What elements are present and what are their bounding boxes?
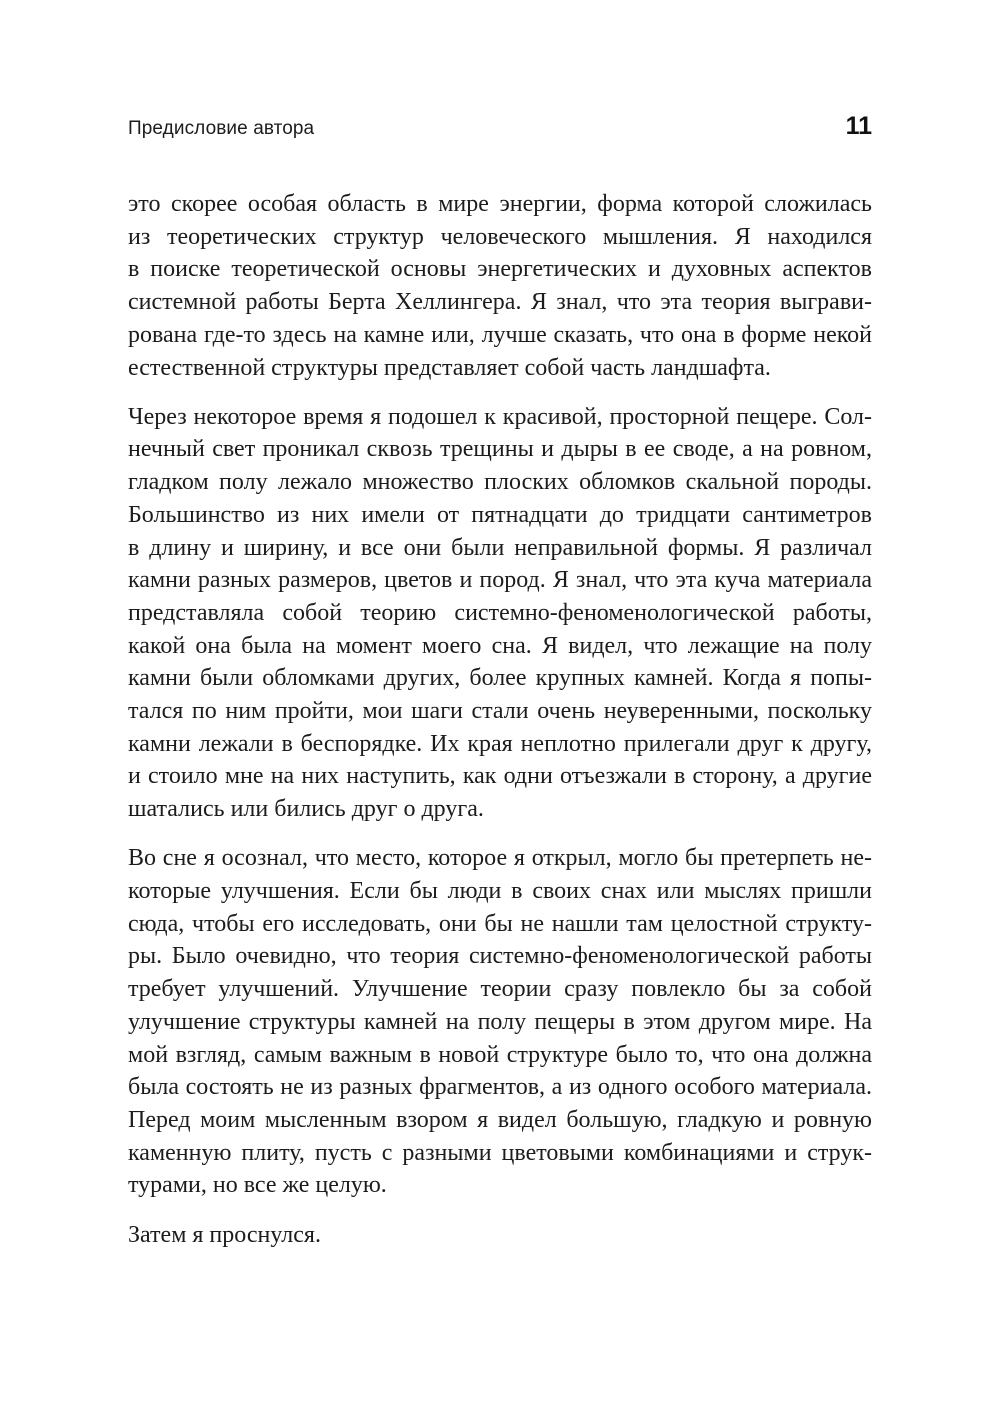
text-line: ры. Было очевидно, что теория системно-феноменологической работы: [128, 943, 872, 970]
text-line: улучшение структуры камней на полу пещеры в этом другом мире. На: [128, 1008, 872, 1035]
text-line: требует улучшений. Улучшение теории сразу повлекло бы за собой: [128, 976, 872, 1003]
text-line: каменную плиту, пусть с разными цветовыми комбинациями и струк-: [128, 1139, 872, 1166]
page-number: 11: [845, 112, 872, 140]
text-line: тался по ним пройти, мои шаги стали очень неуверенными, поскольку: [128, 698, 872, 725]
text-line: камни разных размеров, цветов и пород. Я знал, что эта куча материала: [128, 567, 872, 594]
paragraph: [128, 188, 872, 384]
text-line: Затем я проснулся.: [128, 1221, 321, 1248]
text-line: в поиске теоретической основы энергетических и духовных аспектов: [128, 256, 872, 283]
body-text: [128, 188, 872, 1251]
text-line: турами, но все же целую.: [128, 1172, 387, 1199]
text-line: Большинство из них имели от пятнадцати до тридцати сантиметров: [128, 501, 872, 528]
text-line: представляла собой теорию системно-феноменологической работы,: [128, 599, 872, 626]
text-line: это скорее особая область в мире энергии, форма которой сложилась: [128, 191, 872, 217]
paragraph: [128, 842, 872, 1202]
text-line: в длину и ширину, и все они были неправильной формы. Я различал: [128, 534, 872, 561]
section-title: Предисловие автора: [128, 118, 315, 139]
text-line: Через некоторое время я подошел к красивой, просторной пещере. Сол-: [128, 403, 872, 430]
text-line: Во сне я осознал, что место, которое я открыл, могло бы претерпеть не-: [128, 845, 872, 872]
text-line: камни были обломками других, более крупных камней. Когда я попы-: [128, 665, 872, 692]
text-line: системной работы Берта Хеллингера. Я знал, что эта теория выграви-: [128, 289, 872, 316]
text-line: шатались или бились друг о друга.: [128, 796, 484, 823]
paragraph: [128, 401, 872, 826]
text-line: из теоретических структур человеческого мышления. Я находился: [128, 223, 872, 250]
text-line: рована где-то здесь на камне или, лучше сказать, что она в форме некой: [128, 321, 872, 348]
text-line: естественной структуры представляет собой часть ландшафта.: [128, 354, 771, 381]
text-line: которые улучшения. Если бы люди в своих снах или мыслях пришли: [128, 878, 872, 905]
text-line: какой она была на момент моего сна. Я видел, что лежащие на полу: [128, 632, 872, 659]
text-line: была состоять не из разных фрагментов, а из одного особого материала.: [128, 1074, 872, 1101]
text-line: гладком полу лежало множество плоских обломков скальной породы.: [128, 469, 872, 496]
text-line: сюда, чтобы его исследовать, они бы не нашли там целостной структу-: [128, 910, 872, 937]
running-head: [128, 112, 872, 144]
text-line: Перед моим мысленным взором я видел большую, гладкую и ровную: [128, 1106, 872, 1133]
text-line: и стоило мне на них наступить, как одни отъезжали в сторону, а другие: [128, 763, 872, 790]
text-line: нечный свет проникал сквозь трещины и дыры в ее своде, а на ровном,: [128, 436, 872, 463]
text-line: мой взгляд, самым важным в новой структуре было то, что она должна: [128, 1041, 872, 1068]
paragraph: [128, 1219, 872, 1252]
text-line: камни лежали в беспорядке. Их края неплотно прилегали друг к другу,: [128, 730, 872, 757]
